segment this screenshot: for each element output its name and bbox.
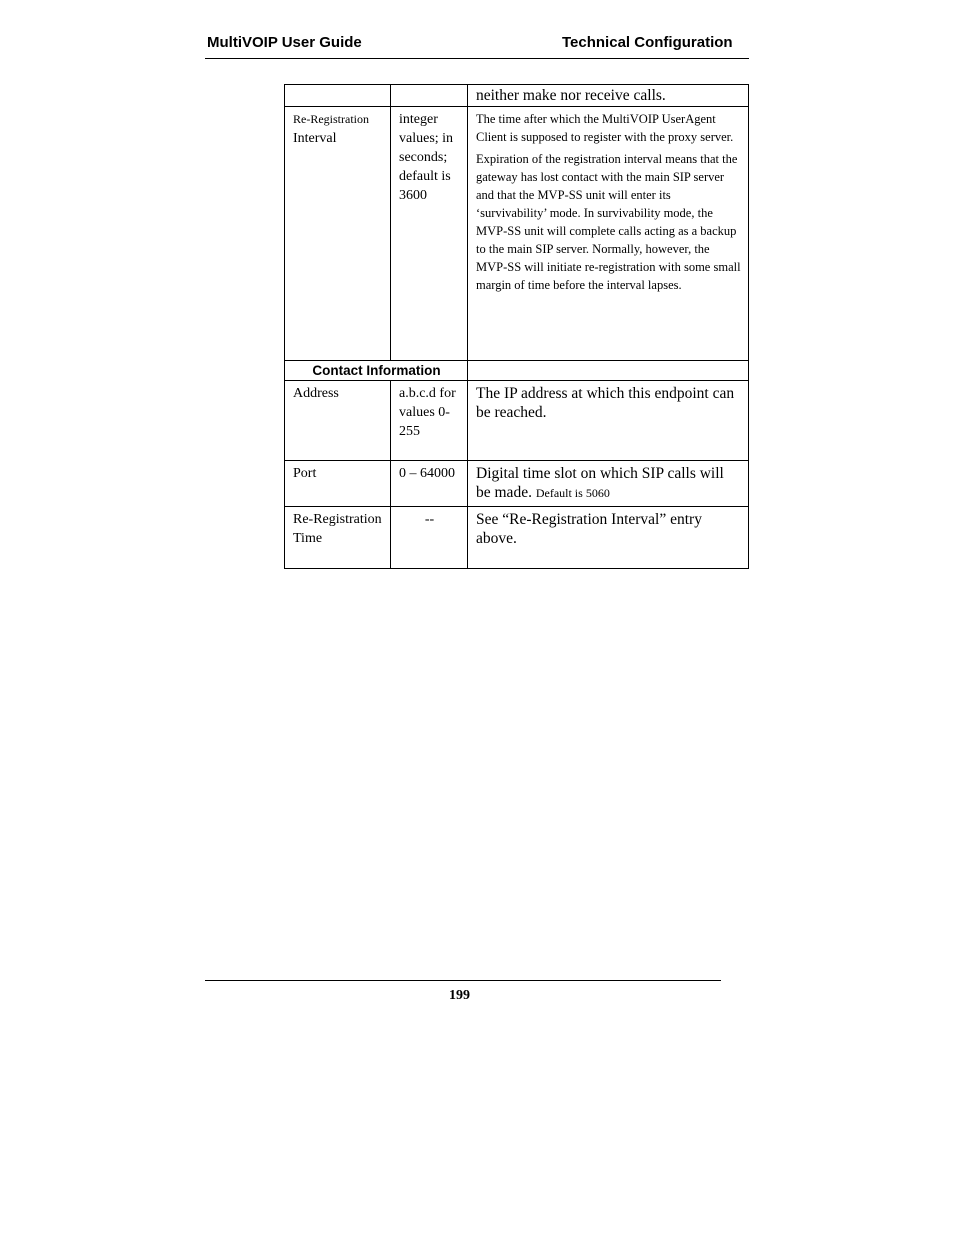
port-description: Digital time slot on which SIP calls will be made. [476, 465, 724, 501]
table-section-row [285, 361, 749, 381]
param-values-cell: -- [391, 507, 468, 569]
param-description-cell [468, 461, 749, 507]
param-values-cell: 0 – 64000 [391, 461, 468, 507]
param-name-cell: Port [285, 461, 391, 507]
param-name-line2: Interval [293, 131, 337, 146]
section-empty-cell [468, 361, 749, 381]
param-description-cell: The IP address at which this endpoint can be reached. [468, 381, 749, 461]
sip-parameters-table [284, 84, 749, 569]
param-values-cell [391, 85, 468, 107]
param-description-cell: See “Re-Registration Interval” entry above. [468, 507, 749, 569]
header-guide-title: MultiVOIP User Guide [207, 34, 362, 51]
table-row-reregistration-interval [285, 107, 749, 361]
header-divider [205, 58, 749, 59]
table-row-continued [285, 85, 749, 107]
table-row-address [285, 381, 749, 461]
param-values-cell: integer values; in seconds; default is 3600 [391, 107, 468, 361]
param-values-cell: a.b.c.d for values 0-255 [391, 381, 468, 461]
param-name-cell [285, 85, 391, 107]
header-section-title: Technical Configuration [562, 34, 733, 51]
table-row-reregistration-time [285, 507, 749, 569]
param-description-cell [468, 107, 749, 361]
page-number: 199 [449, 988, 470, 1003]
param-name-line1: Re-Registration [293, 112, 369, 126]
param-name-cell: Re-Registration Time [285, 507, 391, 569]
param-name-cell [285, 107, 391, 361]
description-paragraph: Expiration of the registration interval means that the gateway has lost contact with the main SIP server and that the MVP-SS unit will enter its ‘survivability’ mode. In survivability mode, the MVP-SS unit will complete calls acting as a backup to the main SIP server. Normally, however, the MVP-SS will initiate re-registration with some small margin of time before the interval lapses. [476, 152, 741, 292]
description-paragraph: The time after which the MultiVOIP UserAgent Client is supposed to register with the proxy server. [476, 112, 734, 144]
param-name-cell: Address [285, 381, 391, 461]
footer-divider [205, 980, 721, 981]
table-row-port [285, 461, 749, 507]
section-heading-contact-information: Contact Information [285, 361, 468, 381]
port-default-note: Default is 5060 [535, 486, 610, 500]
param-description-cell: neither make nor receive calls. [468, 85, 749, 107]
